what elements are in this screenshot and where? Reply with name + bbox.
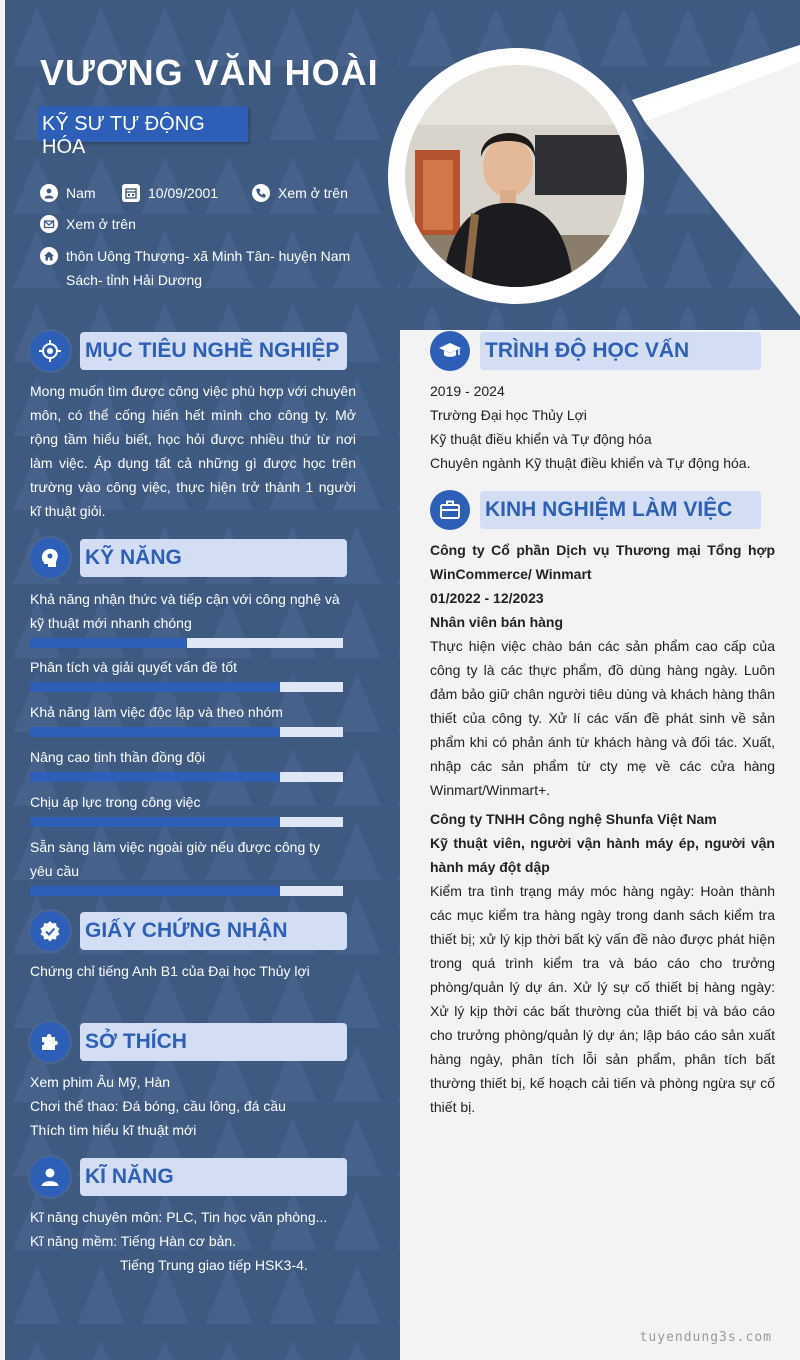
education-field: Kỹ thuật điều khiển và Tự động hóa bbox=[430, 431, 652, 447]
target-icon bbox=[30, 331, 70, 371]
person-icon bbox=[40, 184, 58, 202]
soft-skills: Kĩ năng mềm: Tiếng Hàn cơ bản. bbox=[30, 1233, 237, 1249]
certificate-text: Chứng chỉ tiếng Anh B1 của Đại học Thủy lợi bbox=[30, 963, 310, 979]
hobby-item: Xem phim Âu Mỹ, Hàn bbox=[30, 1074, 171, 1090]
job1-position: Nhân viên bán hàng bbox=[430, 614, 564, 630]
other-skills-header bbox=[30, 1157, 347, 1197]
puzzle-icon bbox=[30, 1022, 70, 1062]
skill-level-bar bbox=[30, 727, 280, 737]
skills-title: KỸ NĂNG bbox=[80, 539, 347, 577]
job1-period: 01/2022 - 12/2023 bbox=[430, 590, 544, 606]
job1-company: Công ty Cổ phần Dịch vụ Thương mại Tổng hợp WinCommerce/ Winmart bbox=[430, 542, 775, 582]
job-title-badge: KỸ SƯ TỰ ĐỘNG HÓA bbox=[38, 106, 248, 142]
hobbies-header bbox=[30, 1022, 347, 1062]
skill-track bbox=[30, 727, 343, 737]
skill-item bbox=[30, 655, 343, 692]
skill-track bbox=[30, 817, 343, 827]
education-major: Chuyên ngành Kỹ thuật điều khiển và Tự động hóa. bbox=[430, 455, 751, 471]
education-title: TRÌNH ĐỘ HỌC VẤN bbox=[480, 332, 761, 370]
objective-text: Mong muốn tìm được công việc phù hợp với chuyên môn, có thể cống hiến hết mình cho công ty. Mở rộng tầm hiểu biết, học hỏi được nhiều thứ từ nơi làm việc. Áp dụng tất cả những gì được học trên trường vào công việc, thực hiện trở thành 1 người kĩ thuật giỏi. bbox=[30, 383, 356, 519]
objective-title: MỤC TIÊU NGHỀ NGHIỆP bbox=[80, 332, 347, 370]
skills-header bbox=[30, 538, 347, 578]
home-icon bbox=[40, 247, 58, 265]
certificates-header bbox=[30, 911, 347, 951]
skill-track bbox=[30, 772, 343, 782]
email-value: Xem ở trên bbox=[66, 216, 136, 232]
job2-description: Kiểm tra tình trạng máy móc hàng ngày: Hoàn thành các mục kiểm tra hàng ngày trong danh sách kiểm tra thiết bị; xử lý kịp thời bất kỳ vấn đề nào được phát hiện trong quá trình kiểm tra và báo cáo cho trưởng phòng/quản lý dự án. Xử lý sự cố thiết bị hàng ngày: Xử lý kịp thời các bất thường của thiết bị và báo cáo cho trưởng phòng/quản lý dự án; lập báo cáo sản xuất hàng ngày, phân tích lỗi sản phẩm, phân tích bất thường thiết bị, kế hoạch cải tiến và phòng ngừa sự cố thiết bị. bbox=[430, 883, 775, 1115]
skill-track bbox=[30, 682, 343, 692]
education-period: 2019 - 2024 bbox=[430, 383, 505, 399]
skill-item bbox=[30, 587, 343, 648]
email-row bbox=[40, 215, 136, 233]
hobby-item: Chơi thể thao: Đá bóng, cầu lông, đá cầu bbox=[30, 1098, 286, 1114]
objective-header bbox=[30, 331, 347, 371]
skill-label: Phân tích và giải quyết vấn đề tốt bbox=[30, 659, 238, 675]
brain-icon bbox=[30, 538, 70, 578]
professional-skills: Kĩ năng chuyên môn: PLC, Tin học văn phòng... bbox=[30, 1209, 328, 1225]
experience-title: KINH NGHIỆM LÀM VIỆC bbox=[480, 491, 761, 529]
mail-icon bbox=[40, 215, 58, 233]
job2-company: Công ty TNHH Công nghệ Shunfa Việt Nam bbox=[430, 811, 717, 827]
job2-position: Kỹ thuật viên, người vận hành máy ép, người vận hành máy đột dập bbox=[430, 835, 775, 875]
skill-level-bar bbox=[30, 886, 280, 896]
birthday-row bbox=[122, 184, 218, 202]
graduation-cap-icon bbox=[430, 331, 470, 371]
birthday-value: 10/09/2001 bbox=[148, 185, 219, 201]
experience-header bbox=[430, 490, 761, 530]
education-school: Trường Đại học Thủy Lợi bbox=[430, 407, 587, 423]
briefcase-icon bbox=[430, 490, 470, 530]
skill-item bbox=[30, 835, 343, 896]
skill-level-bar bbox=[30, 817, 280, 827]
other-skills-title: KĨ NĂNG bbox=[80, 1158, 347, 1196]
candidate-name: VƯƠNG VĂN HOÀI bbox=[40, 52, 379, 93]
skill-level-bar bbox=[30, 682, 280, 692]
watermark: tuyendung3s.com bbox=[639, 1330, 772, 1345]
hobby-item: Thích tìm hiểu kĩ thuật mới bbox=[30, 1122, 197, 1138]
skill-level-bar bbox=[30, 638, 187, 648]
skill-label: Sẵn sàng làm việc ngoài giờ nếu được công ty yêu cầu bbox=[30, 839, 321, 879]
job1-description: Thực hiện việc chào bán các sản phẩm cao cấp của công ty là các thực phẩm, đồ dùng hàng ngày. Luôn đảm bảo giữ chân người tiêu dùng và khách hàng thân thiết của công ty. Xử lí các vấn đề phát sinh về sản phẩm khi có phản ánh từ khách hàng và đối tác. Xuất, nhập các sản phẩm từ cty mẹ về các cửa hàng Winmart/Winmart+. bbox=[430, 638, 775, 798]
skill-label: Nâng cao tinh thần đồng đội bbox=[30, 749, 206, 765]
user-icon bbox=[30, 1157, 70, 1197]
skill-label: Chịu áp lực trong công việc bbox=[30, 794, 201, 810]
education-header bbox=[430, 331, 761, 371]
skill-label: Khả năng nhận thức và tiếp cận với công nghệ và kỹ thuật mới nhanh chóng bbox=[30, 591, 340, 631]
calendar-icon bbox=[122, 184, 140, 202]
skill-item bbox=[30, 700, 343, 737]
language-skills: Tiếng Trung giao tiếp HSK3-4. bbox=[120, 1257, 308, 1273]
skill-item bbox=[30, 745, 343, 782]
skill-item bbox=[30, 790, 343, 827]
skill-level-bar bbox=[30, 772, 280, 782]
gender-value: Nam bbox=[66, 185, 96, 201]
avatar bbox=[405, 65, 627, 287]
skill-track bbox=[30, 638, 343, 648]
hobbies-title: SỞ THÍCH bbox=[80, 1023, 347, 1061]
certificates-title: GIẤY CHỨNG NHẬN bbox=[80, 912, 347, 950]
address-value: thôn Uông Thượng- xã Minh Tân- huyện Nam Sách- tỉnh Hải Dương bbox=[66, 248, 351, 288]
phone-value: Xem ở trên bbox=[278, 185, 348, 201]
address-row bbox=[40, 244, 385, 292]
skill-track bbox=[30, 886, 343, 896]
badge-check-icon bbox=[30, 911, 70, 951]
skill-label: Khả năng làm việc độc lập và theo nhóm bbox=[30, 704, 283, 720]
phone-icon bbox=[252, 184, 270, 202]
gender-row bbox=[40, 184, 96, 202]
phone-row bbox=[252, 184, 348, 202]
